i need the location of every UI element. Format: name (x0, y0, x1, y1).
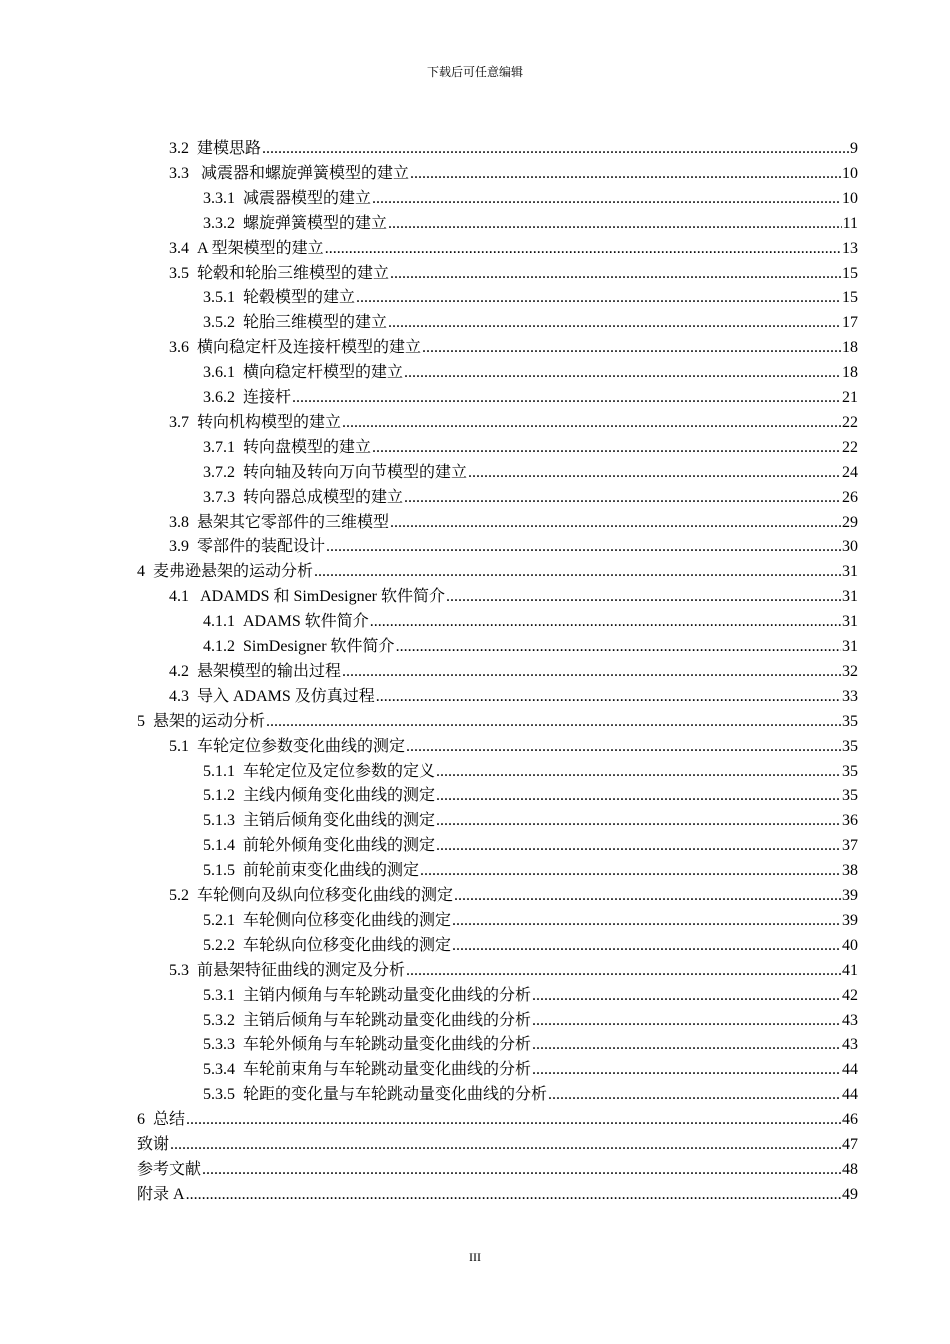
toc-section-number: 5.1.1 (203, 762, 235, 780)
toc-entry[interactable] (0, 286, 950, 310)
toc-spacer (235, 311, 243, 335)
toc-dot-leader (532, 1058, 841, 1082)
toc-dot-leader (532, 1009, 841, 1033)
toc-entry[interactable] (0, 336, 950, 360)
toc-dot-leader (454, 884, 841, 908)
toc-section-number: 3.4 (169, 239, 189, 257)
toc-entry[interactable] (0, 660, 950, 684)
toc-dot-leader (404, 361, 841, 385)
toc-entry[interactable] (0, 411, 950, 435)
toc-dot-leader (388, 311, 841, 335)
toc-entry[interactable] (0, 461, 950, 485)
toc-page-number: 9 (850, 140, 858, 157)
toc-spacer (235, 834, 243, 858)
toc-row (203, 834, 858, 858)
toc-entry[interactable] (0, 934, 950, 958)
toc-page-number: 35 (842, 737, 858, 755)
toc-dot-leader (420, 859, 841, 883)
toc-page-number: 36 (842, 812, 858, 830)
toc-entry[interactable] (0, 685, 950, 709)
toc-row (203, 809, 858, 833)
toc-row (169, 735, 858, 759)
toc-spacer (189, 535, 197, 559)
toc-page-number: 31 (842, 563, 858, 581)
toc-title: 转向机构模型的建立 (197, 413, 342, 431)
toc-spacer (235, 784, 243, 808)
toc-row (203, 1058, 858, 1082)
toc-spacer (189, 262, 197, 286)
toc-spacer (235, 187, 243, 211)
toc-section-number: 5.3.4 (203, 1061, 235, 1079)
toc-entry[interactable] (0, 1033, 950, 1057)
toc-title: 横向稳定杆及连接杆模型的建立 (197, 339, 422, 357)
toc-title: 减震器和螺旋弹簧模型的建立 (197, 164, 410, 182)
toc-entry[interactable] (0, 1183, 950, 1207)
toc-section-number: 3.6.2 (203, 389, 235, 406)
toc-entry[interactable] (0, 859, 950, 883)
toc-section-number: 3.7.3 (203, 488, 235, 506)
toc-title: 参考文献 (137, 1160, 202, 1178)
toc-dot-leader (436, 760, 841, 784)
toc-dot-leader (314, 560, 841, 584)
toc-spacer (145, 710, 153, 734)
toc-spacer (145, 560, 153, 584)
toc-dot-leader (452, 909, 841, 933)
toc-title: 悬架模型的输出过程 (197, 662, 342, 680)
toc-title: 主线内倾角变化曲线的测定 (243, 787, 436, 805)
toc-section-number: 4.1 (169, 588, 189, 606)
toc-page-number: 18 (842, 364, 858, 382)
toc-page-number: 43 (842, 1036, 858, 1054)
toc-title: SimDesigner 软件简介 (243, 638, 395, 655)
toc-entry[interactable] (0, 735, 950, 759)
toc-dot-leader (468, 461, 841, 485)
toc-row (169, 535, 858, 559)
toc-page-number: 48 (842, 1160, 858, 1178)
toc-page-number: 38 (842, 862, 858, 880)
toc-title: 转向器总成模型的建立 (243, 488, 404, 506)
toc-section-number: 4.1.1 (203, 613, 235, 631)
toc-section-number: 5.1.2 (203, 787, 235, 805)
toc-title: 车轮定位及定位参数的定义 (243, 762, 436, 780)
toc-spacer (235, 286, 243, 310)
toc-entry[interactable] (0, 710, 950, 734)
page-number: III (469, 1250, 481, 1264)
toc-entry[interactable] (0, 162, 950, 186)
toc-section-number: 3.3.1 (203, 189, 235, 207)
toc-entry[interactable] (0, 486, 950, 510)
toc-page-number: 43 (842, 1011, 858, 1029)
toc-entry[interactable] (0, 1108, 950, 1132)
toc-title: 轮毂和轮胎三维模型的建立 (197, 264, 390, 282)
toc-row (203, 187, 858, 211)
toc-page-number: 26 (842, 488, 858, 506)
toc-spacer (235, 1083, 243, 1107)
toc-title: 车轮前束角与车轮跳动量变化曲线的分析 (243, 1061, 532, 1079)
toc-title: 横向稳定杆模型的建立 (243, 364, 404, 382)
toc-entry[interactable] (0, 361, 950, 385)
toc-row (169, 411, 858, 435)
toc-entry[interactable] (0, 262, 950, 286)
toc-spacer (235, 635, 243, 659)
toc-page-number: 40 (842, 936, 858, 954)
toc-spacer (189, 511, 197, 535)
toc-row (169, 511, 858, 535)
toc-entry[interactable] (0, 1009, 950, 1033)
toc-dot-leader (446, 585, 841, 609)
toc-spacer (235, 610, 243, 634)
toc-page-number: 30 (842, 538, 858, 556)
toc-row (169, 237, 858, 261)
toc-dot-leader (388, 212, 842, 236)
toc-row (203, 361, 858, 385)
toc-title: ADAMDS 和 SimDesigner 软件简介 (197, 588, 446, 606)
toc-title: 麦弗逊悬架的运动分析 (153, 563, 314, 581)
toc-title: 转向盘模型的建立 (243, 438, 372, 456)
toc-title: 零部件的装配设计 (197, 538, 326, 556)
toc-row (169, 959, 858, 983)
toc-section-number: 5.2 (169, 887, 189, 904)
toc-title: 致谢 (137, 1136, 170, 1153)
toc-spacer (235, 212, 243, 236)
toc-dot-leader (326, 535, 841, 559)
toc-title: 主销内倾角与车轮跳动量变化曲线的分析 (243, 986, 532, 1004)
toc-section-number: 4.3 (169, 687, 189, 705)
toc-page-number: 18 (842, 339, 858, 357)
page-header: 下载后可任意编辑 (426, 65, 523, 79)
toc-dot-leader (532, 1033, 841, 1057)
toc-dot-leader (410, 162, 841, 186)
toc-page-number: 10 (842, 189, 858, 207)
toc-row (137, 1108, 858, 1132)
toc-section-number: 3.3.2 (203, 214, 235, 232)
toc-row (203, 1083, 858, 1107)
toc-section-number: 5.1.5 (203, 862, 235, 880)
toc-title: 轮胎三维模型的建立 (243, 314, 388, 332)
toc-title: 轮毂模型的建立 (243, 289, 356, 307)
toc-title: 悬架其它零部件的三维模型 (197, 513, 390, 531)
toc-section-number: 5 (137, 712, 145, 730)
toc-page-number: 49 (842, 1185, 858, 1203)
toc-title: 车轮外倾角与车轮跳动量变化曲线的分析 (243, 1036, 532, 1054)
toc-entry[interactable] (0, 187, 950, 211)
toc-dot-leader (376, 685, 841, 709)
toc-row (169, 162, 858, 186)
toc-section-number: 5.1 (169, 737, 189, 755)
toc-entry[interactable] (0, 1058, 950, 1082)
toc-page-number: 33 (842, 687, 858, 705)
toc-section-number: 4 (137, 563, 145, 581)
toc-section-number: 5.2.1 (203, 911, 235, 929)
toc-entry[interactable] (0, 1133, 950, 1157)
toc-row (203, 1033, 858, 1057)
toc-section-number: 5.3.5 (203, 1086, 235, 1104)
toc-title: 螺旋弹簧模型的建立 (243, 214, 388, 232)
toc-page-number: 35 (842, 762, 858, 780)
toc-page-number: 35 (842, 787, 858, 805)
toc-title: 总结 (153, 1111, 186, 1129)
toc-title: 转向轴及转向万向节模型的建立 (243, 463, 468, 481)
toc-section-number: 3.7 (169, 413, 189, 431)
toc-title: 连接杆 (243, 389, 292, 406)
toc-section-number: 5.1.4 (203, 837, 235, 855)
toc-page-number: 47 (842, 1136, 858, 1153)
toc-dot-leader (396, 635, 841, 659)
toc-page-number: 31 (842, 613, 858, 631)
toc-entry[interactable] (0, 585, 950, 609)
toc-spacer (189, 685, 197, 709)
toc-page-number: 31 (842, 588, 858, 606)
toc-row (203, 386, 858, 410)
toc-dot-leader (186, 1183, 841, 1207)
toc-row (203, 461, 858, 485)
toc-page-number: 44 (842, 1086, 858, 1104)
toc-section-number: 3.6 (169, 339, 189, 357)
toc-section-number: 3.7.2 (203, 463, 235, 481)
toc-entry[interactable] (0, 610, 950, 634)
toc-page-number: 17 (842, 314, 858, 332)
toc-entry[interactable] (0, 1158, 950, 1182)
toc-page-number: 29 (842, 513, 858, 531)
toc-title: 轮距的变化量与车轮跳动量变化曲线的分析 (243, 1086, 548, 1104)
toc-dot-leader (404, 486, 841, 510)
toc-section-number: 3.3 (169, 164, 189, 182)
toc-page-number: 10 (842, 164, 858, 182)
toc-title: 导入 ADAMS 及仿真过程 (197, 687, 375, 705)
toc-section-number: 5.3.2 (203, 1011, 235, 1029)
toc-spacer (235, 909, 243, 933)
toc-section-number: 3.5.1 (203, 289, 235, 307)
toc-dot-leader (422, 336, 841, 360)
toc-row (137, 710, 858, 734)
toc-dot-leader (390, 511, 841, 535)
toc-title: 建模思路 (197, 140, 262, 157)
toc-row (203, 212, 858, 236)
toc-row (203, 311, 858, 335)
toc-entry[interactable] (0, 959, 950, 983)
toc-dot-leader (342, 660, 841, 684)
toc-section-number: 5.3.1 (203, 986, 235, 1004)
toc-page-number: 11 (842, 214, 858, 232)
toc-row (203, 984, 858, 1008)
toc-row (169, 137, 858, 161)
toc-section-number: 3.5 (169, 264, 189, 282)
toc-row (137, 1133, 858, 1157)
toc-dot-leader (406, 735, 841, 759)
toc-entry[interactable] (0, 984, 950, 1008)
toc-dot-leader (356, 286, 841, 310)
toc-spacer (235, 1009, 243, 1033)
toc-entry[interactable] (0, 760, 950, 784)
toc-entry[interactable] (0, 237, 950, 261)
toc-page-number: 44 (842, 1061, 858, 1079)
toc-title: A 型架模型的建立 (197, 239, 324, 257)
toc-section-number: 6 (137, 1111, 145, 1129)
toc-page-number: 15 (842, 264, 858, 282)
toc-row (203, 610, 858, 634)
toc-row (203, 1009, 858, 1033)
toc-dot-leader (342, 411, 841, 435)
toc-entry[interactable] (0, 834, 950, 858)
toc-page-number: 37 (842, 837, 858, 855)
toc-spacer (235, 1058, 243, 1082)
toc-spacer (189, 162, 197, 186)
toc-row (203, 934, 858, 958)
toc-spacer (235, 361, 243, 385)
toc-section-number: 4.1.2 (203, 638, 235, 655)
toc-page-number: 22 (842, 438, 858, 456)
toc-row (169, 262, 858, 286)
toc-row (203, 760, 858, 784)
toc-page-number: 39 (842, 911, 858, 929)
toc-spacer (235, 760, 243, 784)
toc-section-number: 5.2.2 (203, 936, 235, 954)
toc-title: 减震器模型的建立 (243, 189, 372, 207)
toc-page-number: 24 (842, 463, 858, 481)
toc-spacer (189, 735, 197, 759)
toc-section-number: 3.8 (169, 513, 189, 531)
toc-section-number: 3.2 (169, 140, 189, 157)
toc-row (203, 635, 858, 659)
toc-page-number: 35 (842, 712, 858, 730)
toc-spacer (235, 984, 243, 1008)
toc-title: 主销后倾角变化曲线的测定 (243, 812, 436, 830)
toc-title: 附录 A (137, 1185, 185, 1203)
toc-dot-leader (436, 834, 841, 858)
toc-dot-leader (266, 710, 841, 734)
toc-dot-leader (262, 137, 849, 161)
toc-dot-leader (292, 386, 841, 410)
toc-row (203, 486, 858, 510)
toc-section-number: 3.7.1 (203, 438, 235, 456)
toc-row (203, 784, 858, 808)
toc-spacer (235, 461, 243, 485)
toc-title: 前悬架特征曲线的测定及分析 (197, 961, 406, 979)
toc-page-number: 13 (842, 239, 858, 257)
toc-dot-leader (436, 784, 841, 808)
toc-entry[interactable] (0, 311, 950, 335)
toc-entry[interactable] (0, 212, 950, 236)
toc-page-number: 42 (842, 986, 858, 1004)
toc-section-number: 3.6.1 (203, 364, 235, 382)
toc-spacer (235, 386, 243, 410)
toc-entry[interactable] (0, 137, 950, 161)
toc-row (137, 560, 858, 584)
toc-row (169, 585, 858, 609)
toc-page-number: 31 (842, 638, 858, 655)
toc-section-number: 5.3 (169, 961, 189, 979)
toc-spacer (189, 336, 197, 360)
toc-entry[interactable] (0, 560, 950, 584)
toc-spacer (235, 934, 243, 958)
toc-entry[interactable] (0, 884, 950, 908)
toc-section-number: 4.2 (169, 662, 189, 680)
toc-section-number: 3.9 (169, 538, 189, 556)
toc-dot-leader (372, 436, 841, 460)
toc-entry[interactable] (0, 809, 950, 833)
toc-page-number: 41 (842, 961, 858, 979)
toc-dot-leader (452, 934, 841, 958)
toc-spacer (235, 1033, 243, 1057)
toc-entry[interactable] (0, 635, 950, 659)
toc-title: 车轮侧向及纵向位移变化曲线的测定 (197, 887, 454, 904)
toc-entry[interactable] (0, 436, 950, 460)
toc-dot-leader (436, 809, 841, 833)
toc-dot-leader (370, 610, 841, 634)
toc-spacer (235, 809, 243, 833)
toc-dot-leader (186, 1108, 841, 1132)
toc-dot-leader (548, 1083, 841, 1107)
toc-spacer (145, 1108, 153, 1132)
toc-spacer (189, 137, 197, 161)
toc-entry[interactable] (0, 1083, 950, 1107)
toc-spacer (189, 411, 197, 435)
toc-spacer (235, 436, 243, 460)
toc-page-number: 39 (842, 887, 858, 904)
toc-row (169, 336, 858, 360)
toc-row (169, 685, 858, 709)
toc-spacer (189, 660, 197, 684)
toc-entry[interactable] (0, 386, 950, 410)
toc-page-number: 32 (842, 662, 858, 680)
toc-spacer (189, 585, 197, 609)
toc-dot-leader (372, 187, 841, 211)
toc-spacer (235, 859, 243, 883)
toc-title: 主销后倾角与车轮跳动量变化曲线的分析 (243, 1011, 532, 1029)
toc-spacer (189, 884, 197, 908)
toc-row (137, 1183, 858, 1207)
toc-row (169, 660, 858, 684)
toc-spacer (189, 959, 197, 983)
toc-spacer (189, 237, 197, 261)
toc-entry[interactable] (0, 511, 950, 535)
toc-row (137, 1158, 858, 1182)
toc-dot-leader (170, 1133, 841, 1157)
toc-title: ADAMS 软件简介 (243, 613, 369, 631)
toc-section-number: 5.3.3 (203, 1036, 235, 1054)
toc-title: 车轮侧向位移变化曲线的测定 (243, 911, 452, 929)
toc-page-number: 46 (842, 1111, 858, 1129)
toc-row (203, 436, 858, 460)
toc-row (169, 884, 858, 908)
toc-page-number: 15 (842, 289, 858, 307)
toc-dot-leader (390, 262, 841, 286)
toc-row (203, 286, 858, 310)
toc-section-number: 3.5.2 (203, 314, 235, 332)
toc-dot-leader (202, 1158, 841, 1182)
toc-dot-leader (406, 959, 841, 983)
toc-spacer (235, 486, 243, 510)
toc-title: 前轮前束变化曲线的测定 (243, 862, 420, 880)
toc-entry[interactable] (0, 784, 950, 808)
toc-page-number: 22 (842, 413, 858, 431)
toc-title: 前轮外倾角变化曲线的测定 (243, 837, 436, 855)
toc-title: 悬架的运动分析 (153, 712, 266, 730)
toc-dot-leader (325, 237, 841, 261)
toc-section-number: 5.1.3 (203, 812, 235, 830)
toc-entry[interactable] (0, 909, 950, 933)
toc-title: 车轮定位参数变化曲线的测定 (197, 737, 406, 755)
toc-entry[interactable] (0, 535, 950, 559)
toc-page-number: 21 (842, 389, 858, 406)
toc-title: 车轮纵向位移变化曲线的测定 (243, 936, 452, 954)
toc-row (203, 859, 858, 883)
toc-dot-leader (532, 984, 841, 1008)
toc-row (203, 909, 858, 933)
